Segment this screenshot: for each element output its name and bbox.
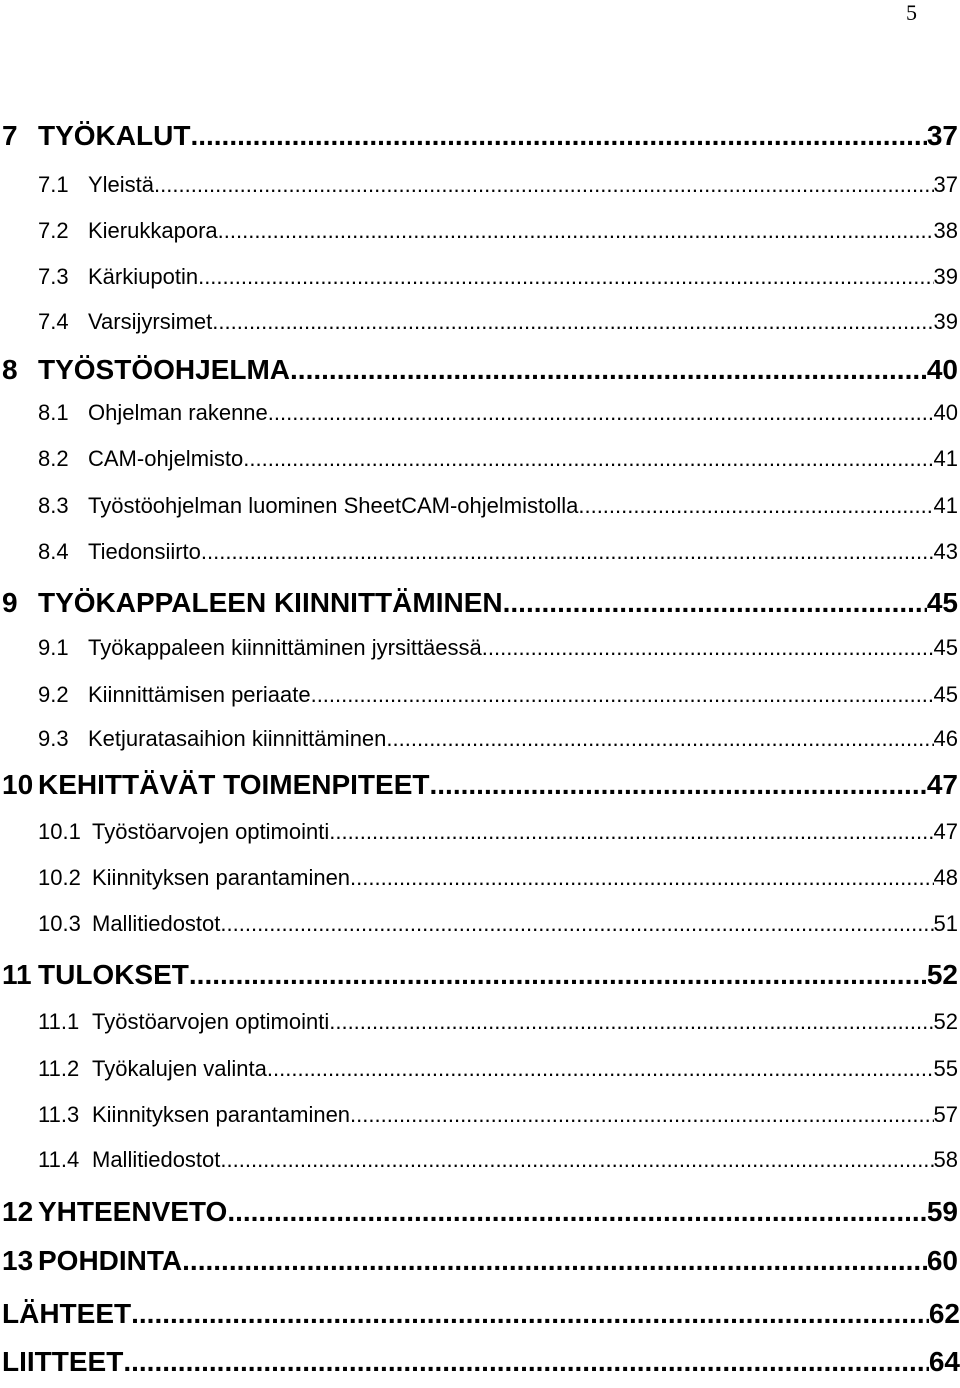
toc-entry-title: Työstöarvojen optimointi bbox=[92, 1009, 330, 1034]
toc-dot-leader bbox=[350, 865, 933, 891]
toc-dot-leader bbox=[198, 264, 933, 290]
toc-entry-title: Varsijyrsimet bbox=[88, 309, 213, 334]
toc-entry[interactable] bbox=[0, 537, 958, 565]
toc-entry-title: KEHITTÄVÄT TOIMENPITEET bbox=[38, 769, 430, 800]
toc-entry[interactable] bbox=[0, 1344, 960, 1378]
toc-dot-leader bbox=[578, 493, 933, 519]
toc-dot-leader bbox=[189, 959, 927, 991]
toc-entry-page: 57 bbox=[933, 1102, 958, 1127]
toc-entry-number: 11.1 bbox=[38, 1009, 80, 1034]
toc-entry-number: 11.3 bbox=[38, 1102, 80, 1127]
toc-entry-page: 41 bbox=[933, 446, 958, 471]
toc-entry-title: Tiedonsiirto bbox=[88, 539, 201, 564]
toc-entry[interactable] bbox=[0, 118, 958, 152]
toc-entry-page: 59 bbox=[926, 1196, 958, 1227]
toc-entry-number: 8.4 bbox=[38, 539, 69, 564]
toc-dot-leader bbox=[329, 819, 933, 845]
toc-dot-leader bbox=[227, 1196, 927, 1228]
toc-entry[interactable] bbox=[0, 1243, 958, 1277]
toc-entry-title: YHTEENVETO bbox=[38, 1196, 228, 1227]
toc-entry-number: 9 bbox=[2, 587, 18, 618]
toc-entry[interactable] bbox=[0, 170, 958, 198]
toc-entry-number: 10.3 bbox=[38, 911, 81, 936]
toc-entry-number: 7.1 bbox=[38, 172, 69, 197]
toc-dot-leader bbox=[311, 682, 934, 708]
toc-entry-title: CAM-ohjelmisto bbox=[88, 446, 244, 471]
toc-dot-leader bbox=[350, 1102, 933, 1128]
toc-dot-leader bbox=[430, 769, 927, 801]
toc-entry-page: 45 bbox=[933, 682, 958, 707]
toc-entry-page: 60 bbox=[926, 1245, 958, 1276]
toc-entry-page: 45 bbox=[933, 635, 958, 660]
toc-entry-page: 52 bbox=[933, 1009, 958, 1034]
toc-entry-title: Kiinnittämisen periaate bbox=[88, 682, 311, 707]
toc-entry-page: 38 bbox=[933, 218, 958, 243]
toc-entry[interactable] bbox=[0, 491, 958, 519]
toc-entry[interactable] bbox=[0, 262, 958, 290]
toc-entry-title: TYÖKAPPALEEN KIINNITTÄMINEN bbox=[38, 587, 503, 618]
toc-entry[interactable] bbox=[0, 216, 958, 244]
toc-entry-page: 58 bbox=[933, 1147, 958, 1172]
toc-entry[interactable] bbox=[0, 724, 958, 752]
toc-entry-title: LÄHTEET bbox=[2, 1298, 132, 1329]
toc-entry-page: 37 bbox=[933, 172, 958, 197]
toc-entry-title: Kärkiupotin bbox=[88, 264, 199, 289]
toc-entry-number: 9.2 bbox=[38, 682, 69, 707]
toc-dot-leader bbox=[290, 354, 927, 386]
toc-dot-leader bbox=[503, 587, 927, 619]
toc-entry-page: 47 bbox=[926, 769, 958, 800]
toc-dot-leader bbox=[201, 539, 934, 565]
toc-entry-title: Työkappaleen kiinnittäminen jyrsittäessä bbox=[88, 635, 482, 660]
toc-entry-title: Mallitiedostot bbox=[92, 1147, 221, 1172]
toc-entry-page: 37 bbox=[926, 120, 958, 151]
toc-entry-number: 8.1 bbox=[38, 400, 69, 425]
toc-entry[interactable] bbox=[0, 352, 958, 386]
toc-dot-leader bbox=[182, 1245, 927, 1277]
toc-dot-leader bbox=[212, 309, 933, 335]
toc-entry-number: 11.4 bbox=[38, 1147, 80, 1172]
toc-entry-page: 62 bbox=[928, 1298, 960, 1329]
toc-dot-leader bbox=[267, 1056, 934, 1082]
page-number: 5 bbox=[906, 0, 917, 25]
toc-entry[interactable] bbox=[0, 633, 958, 661]
toc-dot-leader bbox=[190, 120, 926, 152]
toc-entry-page: 41 bbox=[933, 493, 958, 518]
toc-dot-leader bbox=[220, 911, 933, 937]
toc-entry-page: 55 bbox=[933, 1056, 958, 1081]
toc-entry-page: 40 bbox=[926, 354, 958, 385]
toc-entry-title: TYÖSTÖOHJELMA bbox=[38, 354, 291, 385]
toc-entry[interactable] bbox=[0, 1194, 958, 1228]
toc-entry[interactable] bbox=[0, 1100, 958, 1128]
toc-dot-leader bbox=[268, 400, 934, 426]
toc-entry-number: 11 bbox=[2, 959, 32, 990]
toc-entry-number: 10 bbox=[2, 769, 34, 800]
toc-dot-leader bbox=[220, 1147, 933, 1173]
toc-dot-leader bbox=[329, 1009, 933, 1035]
toc-entry-number: 7.4 bbox=[38, 309, 69, 334]
toc-entry-title: Työkalujen valinta bbox=[92, 1056, 267, 1081]
toc-entry[interactable] bbox=[0, 863, 958, 891]
toc-entry[interactable] bbox=[0, 444, 958, 472]
toc-entry-title: Työstöarvojen optimointi bbox=[92, 819, 330, 844]
toc-entry-page: 51 bbox=[933, 911, 958, 936]
toc-dot-leader bbox=[131, 1298, 929, 1330]
toc-entry-number: 7.3 bbox=[38, 264, 69, 289]
toc-entry-title: POHDINTA bbox=[38, 1245, 183, 1276]
toc-entry-number: 7 bbox=[2, 120, 18, 151]
toc-entry-page: 47 bbox=[933, 819, 958, 844]
toc-entry-page: 39 bbox=[933, 309, 958, 334]
toc-entry-title: TYÖKALUT bbox=[38, 120, 191, 151]
toc-entry[interactable] bbox=[0, 957, 958, 991]
toc-entry-page: 39 bbox=[933, 264, 958, 289]
toc-entry-number: 8.3 bbox=[38, 493, 69, 518]
toc-entry[interactable] bbox=[0, 909, 958, 937]
toc-entry-title: TULOKSET bbox=[38, 959, 189, 990]
toc-dot-leader bbox=[243, 446, 933, 472]
toc-entry-number: 8 bbox=[2, 354, 18, 385]
toc-entry-title: Kierukkapora bbox=[88, 218, 218, 243]
toc-entry-number: 8.2 bbox=[38, 446, 69, 471]
toc-entry-number: 9.1 bbox=[38, 635, 69, 660]
toc-entry-number: 10.1 bbox=[38, 819, 81, 844]
toc-entry-title: Mallitiedostot bbox=[92, 911, 221, 936]
toc-entry-number: 9.3 bbox=[38, 726, 69, 751]
toc-dot-leader bbox=[386, 726, 933, 752]
toc-dot-leader bbox=[154, 172, 933, 198]
toc-entry-title: Työstöohjelman luominen SheetCAM-ohjelmistolla bbox=[88, 493, 579, 518]
toc-entry-page: 64 bbox=[928, 1346, 960, 1377]
toc-entry-page: 52 bbox=[926, 959, 958, 990]
toc-entry-number: 7.2 bbox=[38, 218, 69, 243]
toc-entry-title: Ohjelman rakenne bbox=[88, 400, 268, 425]
toc-entry[interactable] bbox=[0, 680, 958, 708]
toc-entry-page: 45 bbox=[926, 587, 958, 618]
toc-entry[interactable] bbox=[0, 1054, 958, 1082]
toc-entry[interactable] bbox=[0, 1007, 958, 1035]
toc-entry[interactable] bbox=[0, 767, 958, 801]
toc-entry-title: Kiinnityksen parantaminen bbox=[92, 865, 351, 890]
toc-dot-leader bbox=[482, 635, 934, 661]
toc-entry-number: 12 bbox=[2, 1196, 34, 1227]
toc-entry-page: 40 bbox=[933, 400, 958, 425]
toc-entry-number: 13 bbox=[2, 1245, 34, 1276]
toc-entry-title: Ketjuratasaihion kiinnittäminen bbox=[88, 726, 387, 751]
toc-entry[interactable] bbox=[0, 1296, 960, 1330]
toc-dot-leader bbox=[123, 1346, 929, 1378]
toc-entry[interactable] bbox=[0, 585, 958, 619]
toc-entry-number: 10.2 bbox=[38, 865, 81, 890]
toc-entry-title: Yleistä bbox=[88, 172, 155, 197]
toc-entry-page: 43 bbox=[933, 539, 958, 564]
toc-entry-title: Kiinnityksen parantaminen bbox=[92, 1102, 351, 1127]
toc-entry[interactable] bbox=[0, 1145, 958, 1173]
toc-entry-page: 46 bbox=[933, 726, 958, 751]
toc-entry[interactable] bbox=[0, 817, 958, 845]
toc-entry-number: 11.2 bbox=[38, 1056, 80, 1081]
toc-entry[interactable] bbox=[0, 307, 958, 335]
toc-entry[interactable] bbox=[0, 398, 958, 426]
toc-dot-leader bbox=[218, 218, 934, 244]
toc-entry-page: 48 bbox=[933, 865, 958, 890]
toc-entry-title: LIITTEET bbox=[2, 1346, 124, 1377]
